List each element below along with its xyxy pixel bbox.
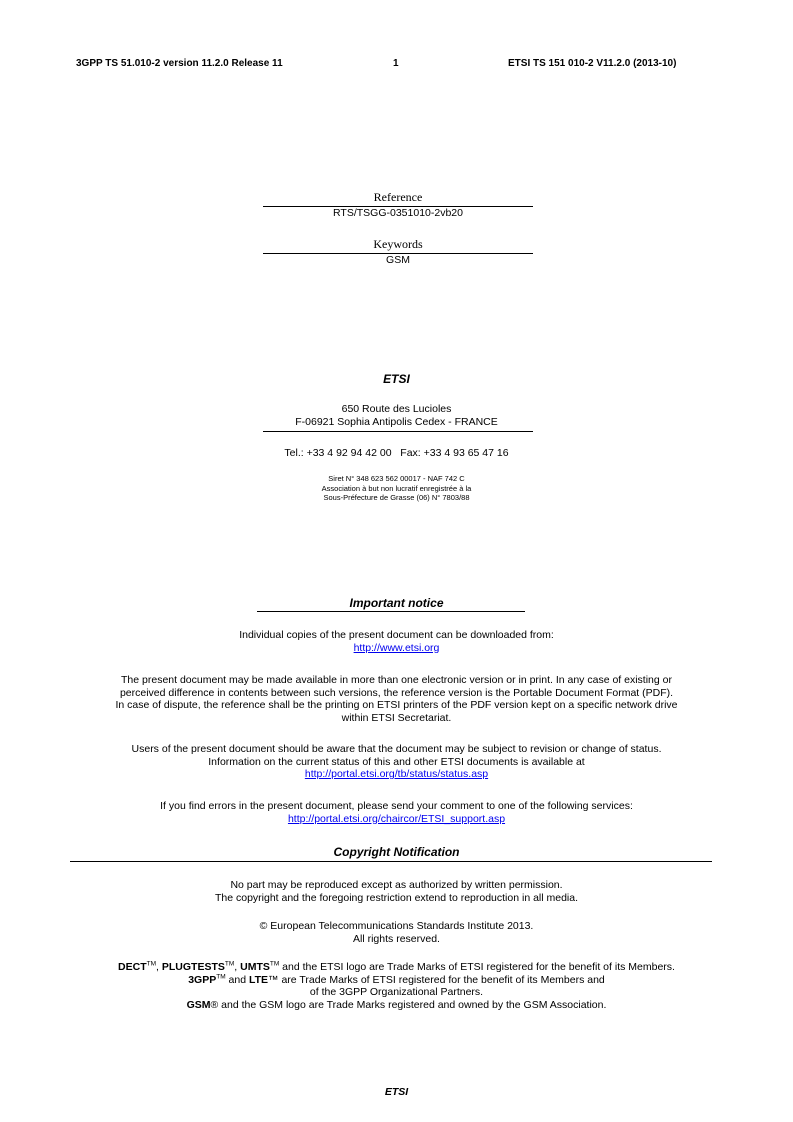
- tm-line1-rest: and the ETSI logo are Trade Marks of ETSI registered for the benefit of its Members.: [279, 961, 675, 973]
- tm-mark: TM: [146, 960, 157, 968]
- org-siret-line3: Sous-Préfecture de Grasse (06) N° 7803/88: [323, 493, 470, 502]
- reference-label: Reference: [373, 190, 423, 204]
- tm-plugtests: PLUGTESTS: [161, 961, 225, 973]
- header-left: 3GPP TS 51.010-2 version 11.2.0 Release 11: [76, 58, 283, 69]
- status-paragraph: [0, 743, 793, 781]
- status-line1: Users of the present document should be aware that the document may be subject to revision or change of status.: [131, 743, 662, 755]
- copyright-paragraph: [0, 879, 793, 904]
- copyright-title: Copyright Notification: [333, 845, 460, 859]
- important-notice-title: Important notice: [349, 596, 444, 610]
- org-name: ETSI: [383, 372, 410, 386]
- org-address-line1: 650 Route des Lucioles: [341, 403, 452, 415]
- tm-gsm: GSM: [186, 998, 211, 1011]
- status-line2: Information on the current status of this and other ETSI documents is available at: [208, 755, 585, 768]
- status-link[interactable]: http://portal.etsi.org/tb/status/status.asp: [304, 768, 489, 780]
- tm-comma: ,: [156, 961, 162, 973]
- versions-line3: In case of dispute, the reference shall be the printing on ETSI printers of the PDF version kept on a specific network drive: [115, 699, 678, 711]
- keywords-label: Keywords: [373, 237, 423, 251]
- copyright-line1: No part may be reproduced except as authorized by written permission.: [230, 879, 563, 891]
- copyright-line2: The copyright and the foregoing restriction extend to reproduction in all media.: [214, 891, 579, 904]
- keywords-value: GSM: [386, 254, 410, 266]
- tm-umts: UMTS: [240, 961, 270, 973]
- org-address-rule: [263, 431, 533, 432]
- tm-and: and: [225, 973, 249, 986]
- errors-paragraph: [0, 800, 793, 825]
- copyright-line3: © European Telecommunications Standards Institute 2013.: [259, 920, 534, 932]
- trademarks-line1: [0, 961, 793, 974]
- versions-paragraph: [0, 674, 793, 724]
- versions-line2: perceived difference in contents between such versions, the reference version is the Portable Document Format (PDF).: [119, 686, 674, 699]
- errors-link[interactable]: http://portal.etsi.org/chaircor/ETSI_support.asp: [287, 812, 506, 825]
- errors-text: If you find errors in the present document, please send your comment to one of the following services:: [160, 800, 633, 812]
- tm-line4-rest: ® and the GSM logo are Trade Marks registered and owned by the GSM Association.: [210, 998, 607, 1011]
- download-text: Individual copies of the present document can be downloaded from:: [239, 629, 554, 641]
- org-phone: Tel.: +33 4 92 94 42 00 Fax: +33 4 93 65 47 16: [284, 447, 509, 459]
- download-section: [0, 629, 793, 654]
- trademarks-line3: of the 3GPP Organizational Partners.: [309, 986, 484, 998]
- copyright-line4: All rights reserved.: [353, 932, 440, 945]
- versions-line4: within ETSI Secretariat.: [341, 711, 452, 724]
- tm-mark: TM: [216, 973, 226, 980]
- trademarks-line4: [0, 999, 793, 1012]
- trademarks-line2: [0, 974, 793, 987]
- tm-3gpp: 3GPP: [188, 973, 217, 986]
- tm-dect: DECT: [118, 961, 147, 973]
- tm-line2-rest: ™ are Trade Marks of ETSI registered for the benefit of its Members and: [268, 973, 605, 986]
- org-siret-line1: Siret N° 348 623 562 00017 - NAF 742 C: [328, 474, 465, 483]
- header-page-number: 1: [393, 58, 399, 69]
- footer-text: ETSI: [384, 1086, 409, 1098]
- copyright-year-paragraph: [0, 920, 793, 945]
- org-address-line2: F-06921 Sophia Antipolis Cedex - FRANCE: [295, 416, 498, 428]
- org-siret: [0, 474, 793, 503]
- important-notice-rule: [257, 611, 525, 612]
- tm-mark: TM: [224, 960, 235, 968]
- tm-lte: LTE: [248, 973, 269, 986]
- tm-mark: TM: [269, 960, 280, 968]
- download-link[interactable]: http://www.etsi.org: [353, 641, 440, 654]
- copyright-rule: [70, 861, 712, 862]
- reference-value: RTS/TSGG-0351010-2vb20: [333, 207, 463, 219]
- org-siret-line2: Association à but non lucratif enregistrée à la: [321, 483, 472, 493]
- tm-comma: ,: [234, 961, 241, 973]
- header-right: ETSI TS 151 010-2 V11.2.0 (2013-10): [508, 58, 677, 69]
- versions-line1: The present document may be made available in more than one electronic version or in print. In any case of existing or: [121, 674, 672, 686]
- trademarks-paragraph: [0, 961, 793, 1011]
